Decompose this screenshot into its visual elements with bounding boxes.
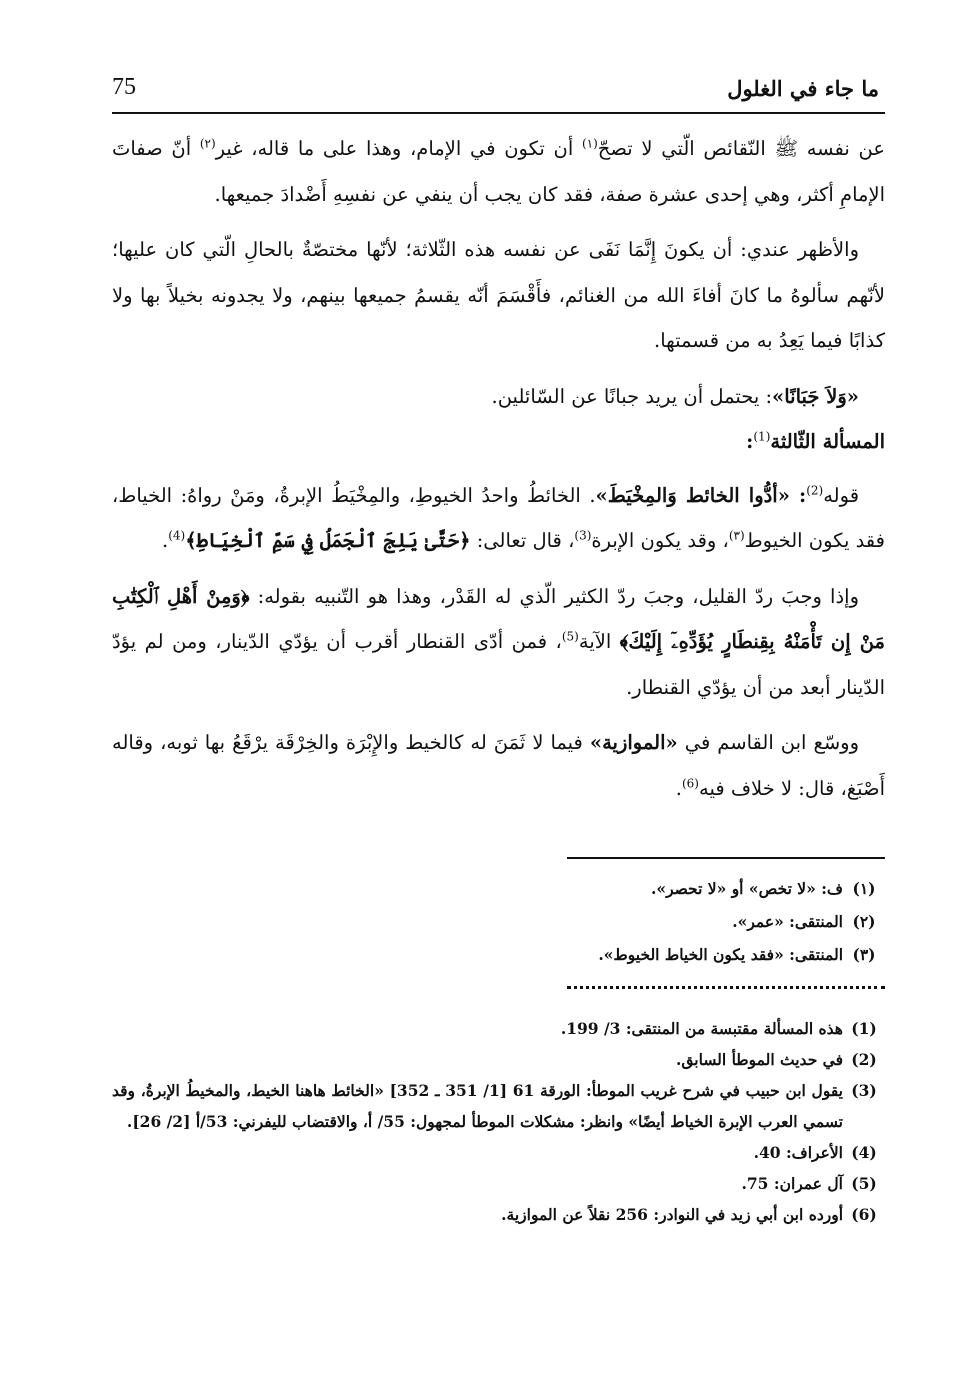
footnote-text: هذه المسألة مقتبسة من المنتقى: 3/ 199. <box>560 1019 843 1038</box>
footnote-text: آل عمران: 75. <box>741 1174 843 1193</box>
footnote-item <box>112 1075 885 1137</box>
footnote-marker: (٢) <box>199 136 216 151</box>
footnote-marker: (٣) <box>728 528 745 543</box>
book-title: «الموازية» <box>589 731 678 754</box>
footnote-text: المنتقى: «فقد يكون الخياط الخيوط». <box>598 945 843 964</box>
hadith-quote: «وَلاَ جَبَانًا» <box>772 384 859 408</box>
footnote-item <box>112 872 885 905</box>
quran-verse: ﴿حَتَّىٰ يَلِجَ ٱلْجَمَلُ فِي سَمِّ ٱلْخِيَاطِ﴾ <box>185 529 471 552</box>
running-header <box>112 72 885 114</box>
text-run: ، وقد يكون الإبرة <box>591 529 729 552</box>
footnote-text: المنتقى: «عمر». <box>732 912 843 931</box>
text-run: ووسّع ابن القاسم في <box>677 731 859 754</box>
footnote-number: (6) <box>851 1205 877 1224</box>
text-run: وإذا وجبَ ردّ القليل، وجبَ ردّ الكثير الّذي له القَدْر، وهذا هو التّنبيه بقوله: <box>249 584 859 608</box>
main-text <box>112 126 885 821</box>
text-run: قوله <box>823 483 860 507</box>
paragraph-7 <box>112 720 885 811</box>
footnote-marker: (4) <box>168 528 186 543</box>
paragraph-5 <box>112 473 885 564</box>
text-run: . <box>675 776 682 800</box>
quran-verse: ﴿وَمِنْ أَهْلِ ٱلْكِتَٰبِ مَنْ إِن تَأْمَنْهُ بِقِنطَارٍ يُؤَدِّهِۦٓ إِلَيْكَ﴾ <box>112 584 886 653</box>
footnote-item <box>112 1199 885 1230</box>
footnote-marker: (3) <box>574 528 592 543</box>
text-run: ، فمن أدّى القنطار أقرب أن يؤدّي الدّينار، ومن لم يؤدّ الدّينار أبعد من أن يؤدّي القنطار. <box>112 630 885 699</box>
footnote-item <box>112 1044 885 1075</box>
text-run: . <box>161 529 169 552</box>
manuscript-footnotes <box>112 872 885 971</box>
footnote-marker: (6) <box>681 776 699 790</box>
footnote-marker: (5) <box>561 629 579 644</box>
footnote-number: (٢) <box>852 912 876 931</box>
hadith-quote: : «أدُّوا الخائط وَالمِخْيَطَ» <box>595 483 807 507</box>
editor-footnotes <box>112 1013 885 1230</box>
footnote-item <box>112 1168 885 1199</box>
footnote-number: (5) <box>851 1174 877 1193</box>
footnote-text: ف: «لا تخص» أو «لا تحصر». <box>650 879 843 898</box>
text-run: : يحتمل أن يريد جبانًا عن السّائلين. <box>491 384 773 408</box>
text-run: ، قال تعالى: <box>470 529 575 552</box>
page-number: 75 <box>112 74 136 100</box>
paragraph-1 <box>112 126 885 217</box>
text-run: . الخائطُ واحدُ الخيوطِ، والمِخْيَطُ الإبرةُ، ومَنْ رواهُ: الخياط، فقد يكون الخيوط <box>112 483 885 552</box>
heading-colon: : <box>746 430 754 453</box>
footnote-text: في حديث الموطأ السابق. <box>675 1050 843 1069</box>
dotted-separator <box>567 986 885 989</box>
footnote-item <box>112 1013 885 1044</box>
footnote-text: الأعراف: 40. <box>753 1143 843 1162</box>
paragraph-3 <box>112 374 885 420</box>
footnote-number: (4) <box>851 1143 877 1162</box>
footnote-number: (1) <box>851 1019 877 1038</box>
footnote-text: أورده ابن أبي زيد في النوادر: 256 نقلاً عن الموازية. <box>501 1205 843 1224</box>
footnote-text: يقول ابن حبيب في شرح غريب الموطأ: الورقة 61 [1/ 351 ـ 352] «الخائط هاهنا الخيط، والمخيطُ الإبرةُ، وقد تسمي العرب الإبرة الخياط أيضًا» وانظر: مشكلات الموطأ لمجهول: 55/ أ، والاقتضاب لليفرني: 53/أ [2/ 26]. <box>112 1081 843 1131</box>
text-run: الآية <box>578 630 620 653</box>
footnote-number: (2) <box>851 1050 877 1069</box>
footnote-item <box>112 938 885 971</box>
paragraph-2: والأظهر عندي: أن يكونَ إِنَّمَا نَفَى عن نفسه هذه الثّلاثة؛ لأنّها مختصّةٌ بالحالِ الّتي كان عليها؛ لأنّهم سألوهُ ما كانَ أفاءَ الله من الغنائم، فأَقْسَمَ أنّه يقسمُ جميعها بينهم، ولا يجدونه بخيلاً بها ولا كذابًا فيما يَعِدُ به من قسمتها. <box>112 238 885 352</box>
footnote-item <box>112 905 885 938</box>
footnote-item <box>112 1137 885 1168</box>
text-run: أن تكون في الإمام، وهذا على ما قاله، غير <box>215 137 582 160</box>
section-heading <box>112 419 885 465</box>
chapter-title: ما جاء في الغلول <box>727 76 879 101</box>
footnote-marker: (1) <box>753 429 771 444</box>
heading-text: المسألة الثّالثة <box>770 430 885 453</box>
paragraph-6 <box>112 574 885 711</box>
footnote-number: (3) <box>851 1081 877 1100</box>
footnote-divider <box>567 857 885 859</box>
text-run: أنّ صفاتَ الإمامِ أكثر، وهي إحدى عشرة صفة، فقد كان يجب أن ينفي عن نفسِهِ أَضْدادَ جميعها. <box>112 137 885 206</box>
footnote-number: (٣) <box>852 945 876 964</box>
footnote-marker: (١) <box>581 136 598 151</box>
text-run: فيما لا ثَمَنَ له كالخيط والإِبْرَة والخِرْقَة يرْقَعُ بها ثوبه، وقاله أَصْبَغ، قال: لا خلاف فيه <box>112 731 885 800</box>
footnote-number: (١) <box>852 879 876 898</box>
footnote-marker: (2) <box>806 483 824 497</box>
text-run: عن نفسه ﷺ النّقائص الّتي لا تصحّ <box>597 137 886 160</box>
